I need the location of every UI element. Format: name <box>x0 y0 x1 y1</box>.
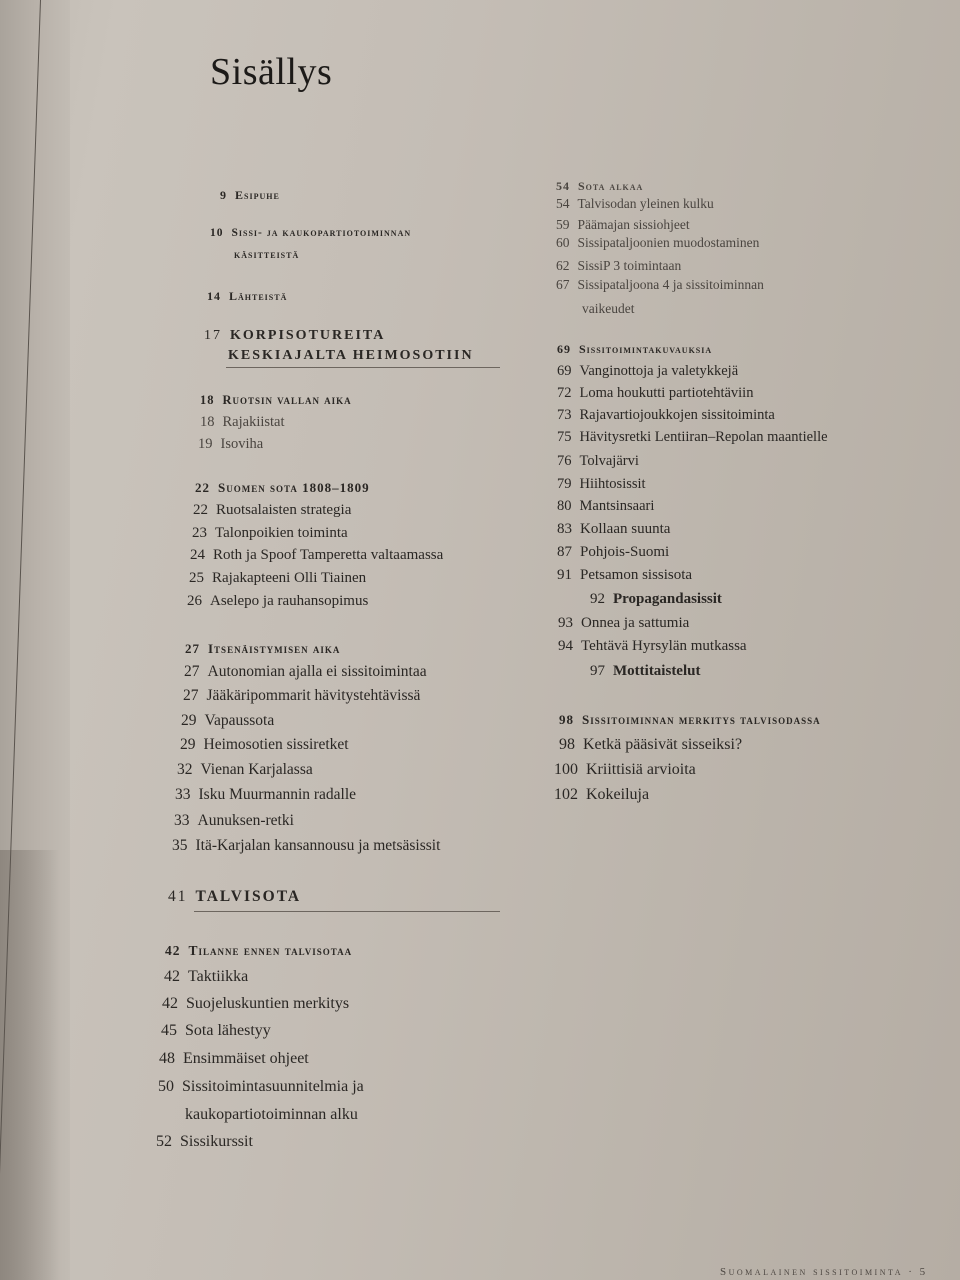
toc-entry: 32 Vienan Karjalassa <box>177 761 313 778</box>
toc-entry: 9 Esipuhe <box>220 188 280 202</box>
toc-section: 69 Sissitoimintakuvauksia <box>557 342 713 356</box>
toc-entry: 54 Talvisodan yleinen kulku <box>556 196 714 211</box>
toc-entry: 33 Isku Muurmannin radalle <box>175 786 357 803</box>
toc-entry: 100 Kriittisiä arvioita <box>554 761 696 778</box>
toc-entry: 18 Rajakiistat <box>200 414 285 430</box>
toc-section: 22 Suomen sota 1808–1809 <box>195 480 370 495</box>
toc-entry: 83 Kollaan suunta <box>557 521 671 537</box>
toc-entry: 76 Tolvajärvi <box>557 453 639 469</box>
toc-part-heading: 17 KORPISOTUREITA <box>204 328 386 343</box>
toc-entry: 79 Hiihtosissit <box>557 476 646 492</box>
toc-entry: 22 Ruotsalaisten strategia <box>193 502 352 518</box>
toc-entry: 93 Onnea ja sattumia <box>558 615 690 631</box>
toc-entry: 19 Isoviha <box>198 436 264 452</box>
toc-section: 54 Sota alkaa <box>556 179 644 193</box>
toc-entry: 14 Lähteistä <box>207 289 288 303</box>
toc-entry: 98 Ketkä pääsivät sisseiksi? <box>559 736 743 753</box>
toc-entry: 75 Hävitysretki Lentiiran–Repolan maantielle <box>557 429 828 445</box>
running-footer: Suomalainen sissitoiminta · 5 <box>720 1266 928 1278</box>
toc-entry: 33 Aunuksen-retki <box>174 812 294 829</box>
toc-entry-continued: kaukopartiotoiminnan alku <box>185 1106 358 1123</box>
toc-entry: 29 Heimosotien sissiretket <box>180 736 349 753</box>
toc-entry: 23 Talonpoikien toiminta <box>192 525 348 541</box>
toc-entry: 102 Kokeiluja <box>554 786 650 803</box>
toc-entry: 42 Taktiikka <box>164 968 249 985</box>
toc-entry-continued: vaikeudet <box>582 301 635 316</box>
toc-entry: 60 Sissipataljoonien muodostaminen <box>556 235 760 250</box>
toc-entry: 35 Itä-Karjalan kansannousu ja metsäsissit <box>172 837 441 854</box>
toc-entry: 73 Rajavartiojoukkojen sissitoiminta <box>557 407 775 423</box>
toc-entry: 80 Mantsinsaari <box>557 498 655 514</box>
toc-entry: 27 Autonomian ajalla ei sissitoimintaa <box>184 663 427 680</box>
toc-feature-entry: 97 Mottitaistelut <box>590 663 701 679</box>
toc-section: 98 Sissitoiminnan merkitys talvisodassa <box>559 712 821 727</box>
part-divider <box>226 367 500 368</box>
toc-entry: 87 Pohjois-Suomi <box>557 544 670 560</box>
toc-entry: 72 Loma houkutti partiotehtäviin <box>557 385 754 401</box>
toc-entry: 26 Aselepo ja rauhansopimus <box>187 593 369 609</box>
toc-part-heading: 41 TALVISOTA <box>168 888 302 905</box>
part-divider <box>194 911 500 912</box>
toc-entry: 59 Päämajan sissiohjeet <box>556 217 690 232</box>
toc-entry: 10 Sissi- ja kaukopartiotoiminnan <box>210 227 412 239</box>
toc-feature-entry: 92 Propagandasissit <box>590 591 722 607</box>
toc-section: 42 Tilanne ennen talvisotaa <box>165 943 353 958</box>
toc-entry-continued: käsitteistä <box>234 249 300 261</box>
page-title: Sisällys <box>210 51 333 93</box>
toc-entry: 91 Petsamon sissisota <box>557 567 693 583</box>
toc-entry: 27 Jääkäripommarit hävitystehtävissä <box>183 687 421 704</box>
toc-part-heading-continued: KESKIAJALTA HEIMOSOTIIN <box>228 348 474 363</box>
toc-entry: 45 Sota lähestyy <box>161 1022 271 1039</box>
toc-entry: 50 Sissitoimintasuunnitelmia ja <box>158 1078 364 1095</box>
toc-entry: 52 Sissikurssit <box>156 1133 253 1150</box>
toc-entry: 42 Suojeluskuntien merkitys <box>162 995 350 1012</box>
toc-entry: 62 SissiP 3 toimintaan <box>556 258 682 273</box>
toc-entry: 94 Tehtävä Hyrsylän mutkassa <box>558 638 747 654</box>
toc-entry: 67 Sissipataljoona 4 ja sissitoiminnan <box>556 277 764 292</box>
toc-entry: 69 Vanginottoja ja valetykkejä <box>557 363 739 379</box>
toc-section: 27 Itsenäistymisen aika <box>185 641 341 656</box>
toc-entry: 29 Vapaussota <box>181 712 275 729</box>
toc-section: 18 Ruotsin vallan aika <box>200 393 352 407</box>
toc-entry: 25 Rajakapteeni Olli Tiainen <box>189 570 367 586</box>
toc-entry: 24 Roth ja Spoof Tamperetta valtaamassa <box>190 547 444 563</box>
toc-entry: 48 Ensimmäiset ohjeet <box>159 1050 309 1067</box>
